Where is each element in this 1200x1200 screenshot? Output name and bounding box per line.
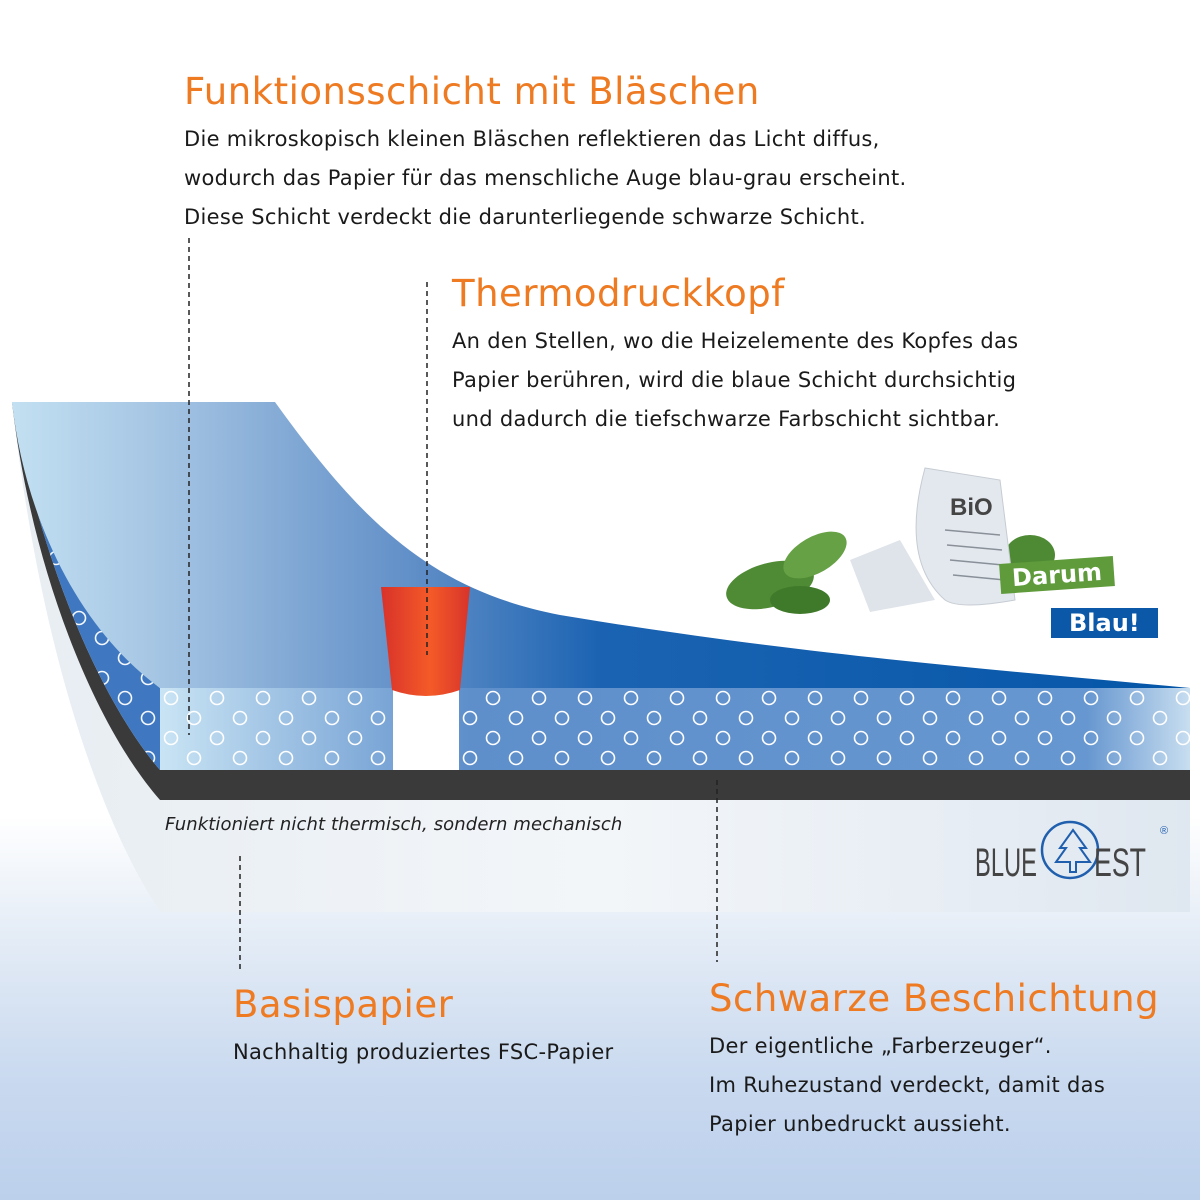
section-base-paper — [233, 983, 613, 1072]
heading: Schwarze Beschichtung — [709, 977, 1160, 1020]
text-line: Papier unbedruckt aussieht. — [709, 1112, 1011, 1136]
thermal-head-icon — [381, 587, 470, 696]
bubble-pattern — [160, 688, 1190, 770]
badge-blau: Blau! — [1051, 608, 1158, 638]
receipt-text: BiO — [950, 494, 993, 521]
heading: Basispapier — [233, 983, 454, 1026]
text-line: Diese Schicht verdeckt die darunterliegende schwarze Schicht. — [184, 205, 866, 229]
text-line: Papier berühren, wird die blaue Schicht durchsichtig — [452, 368, 1017, 392]
black-coating-layer — [160, 770, 1190, 800]
logo-right-text: EST — [1094, 841, 1146, 885]
badge-darum: Darum — [999, 556, 1115, 594]
section-black-coating — [709, 977, 1159, 1144]
transparent-spot — [393, 688, 459, 770]
text-line: wodurch das Papier für das menschliche Auge blau-grau erscheint. — [184, 166, 907, 190]
mechanism-note: Funktioniert nicht thermisch, sondern mechanisch — [165, 814, 623, 835]
text-line: und dadurch die tiefschwarze Farbschicht sichtbar. — [452, 407, 1001, 431]
text-line: Der eigentliche „Farberzeuger“. — [709, 1034, 1052, 1058]
section-thermal-head — [452, 272, 1018, 439]
text-line: Die mikroskopisch kleinen Bläschen reflektieren das Licht diffus, — [184, 127, 880, 151]
section-functional-layer — [184, 70, 906, 237]
heading: Thermodruckkopf — [452, 272, 785, 315]
text-line: Nachhaltig produziertes FSC-Papier — [233, 1040, 614, 1064]
text-line: An den Stellen, wo die Heizelemente des Kopfes das — [452, 329, 1019, 353]
receipt-illustration — [721, 468, 1055, 618]
logo-registered-mark: ® — [1160, 825, 1169, 837]
text-line: Im Ruhezustand verdeckt, damit das — [709, 1073, 1106, 1097]
heading: Funktionsschicht mit Bläschen — [184, 70, 760, 113]
logo-left-text: BLUE — [975, 841, 1037, 885]
